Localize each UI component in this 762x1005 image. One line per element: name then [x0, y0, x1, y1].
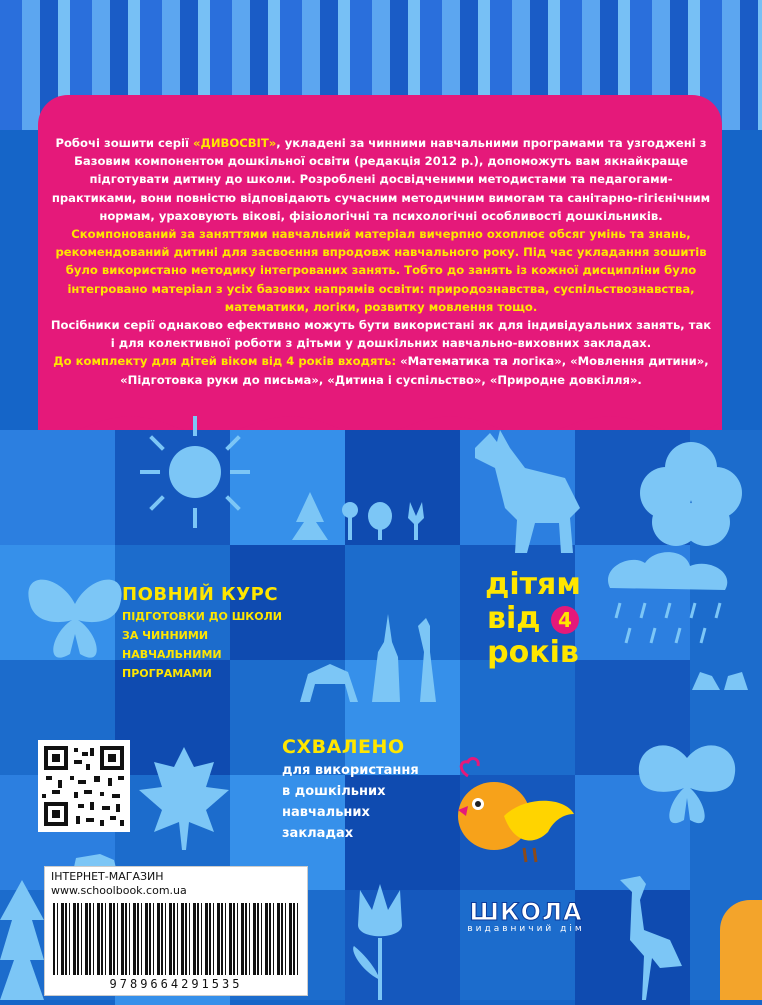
animals-icon — [300, 612, 450, 712]
isbn-barcode — [53, 903, 299, 975]
qr-code — [38, 740, 130, 832]
wolf-icon — [465, 428, 585, 558]
intro-p4-start: До комплекту для дітей віком від 4 років входять: — [53, 354, 401, 369]
tulip-icon — [330, 880, 430, 1000]
publisher-name: ШКОЛА — [469, 898, 583, 926]
publisher-subtitle: видавничий дім — [467, 924, 585, 934]
plants-icon — [290, 492, 440, 542]
course-line: НАВЧАЛЬНИМИ — [122, 648, 222, 661]
course-line: ЗА ЧИННИМИ — [122, 629, 209, 642]
flower-icon — [636, 438, 746, 548]
intro-p1-start: Робочі зошити серії — [55, 136, 193, 150]
full-course-title: ПОВНИЙ КУРС — [122, 584, 279, 605]
bird-and-bear-icon — [690, 660, 750, 700]
age-line2: від — [487, 601, 541, 636]
heron-icon — [600, 870, 700, 1000]
sun-icon — [140, 400, 250, 530]
store-url[interactable]: www.schoolbook.com.ua — [51, 884, 187, 897]
age-line3: років — [487, 635, 579, 670]
age-line1: дітям — [485, 567, 581, 602]
series-name: «ДИВОСВІТ» — [193, 136, 277, 150]
qr-code-icon — [38, 740, 130, 832]
age-badge — [478, 568, 588, 678]
orange-corner — [720, 900, 762, 1000]
publisher-logo — [464, 898, 588, 948]
butterfly-icon — [20, 574, 130, 674]
grid-tile — [0, 430, 115, 545]
bird-icon — [454, 756, 578, 864]
intro-p1-end: , укладені за чинними навчальними програмами та узгоджені з Базовим компонентом дошкільної освіти (редакція 2012 р.), допоможуть вам якнайкраще підготувати дитину до школи. Розроблені досвідченими методистами та педагогами-практиками, вони повністю відповідають сучасним методичним вимогам та санітарно-гігієнічним нормам, ураховують вікові, фізіологічні та психологічні особливості дошкільників. — [51, 136, 711, 223]
description-text — [48, 134, 714, 389]
store-label-title: ІНТЕРНЕТ-МАГАЗИН — [51, 870, 164, 883]
intro-p4-books: «Математика та логіка», «Мовлення дитини», «Підготовка руки до письма», «Дитина і суспільство», «Природне довкілля». — [120, 354, 709, 387]
full-course-block — [122, 584, 282, 681]
isbn-number: 9789664291535 — [109, 977, 243, 991]
intro-p3: Посібники серії однаково ефективно можуть бути використані як для індивідуальних занять, так і для колективної роботи з дітьми у дошкільних навчально-виховних закладах. — [50, 318, 712, 351]
store-label — [44, 866, 308, 996]
rain-cloud-icon — [590, 548, 740, 653]
approved-title: СХВАЛЕНО — [282, 736, 405, 758]
approved-line: в дошкільних — [282, 784, 386, 799]
moth-icon — [632, 738, 742, 838]
intro-p2: Скомпонований за заняттями навчальний матеріал вичерпно охоплює обсяг умінь та знань, рекомендований дитині для засвоєння впродовж навчального року. Під час укладання зошитів було використано методику інтегрованих занять. Тобто до занять із кожної дисципліни було інтегровано матеріал з усіх базових напрямів освіти: природознавства, суспільствознавства, математики, логіки, розвитку мовлення тощо. — [55, 227, 707, 314]
course-line: ПРОГРАМАМИ — [122, 667, 212, 680]
leaf-icon — [134, 742, 234, 852]
course-line: ПІДГОТОВКИ ДО ШКОЛИ — [122, 610, 282, 623]
approved-line: навчальних — [282, 805, 370, 820]
fir-tree-icon — [0, 880, 44, 1000]
approved-block — [282, 736, 419, 842]
approved-line: закладах — [282, 826, 354, 841]
age-number: 4 — [551, 606, 579, 634]
approved-line: для використання — [282, 763, 419, 778]
